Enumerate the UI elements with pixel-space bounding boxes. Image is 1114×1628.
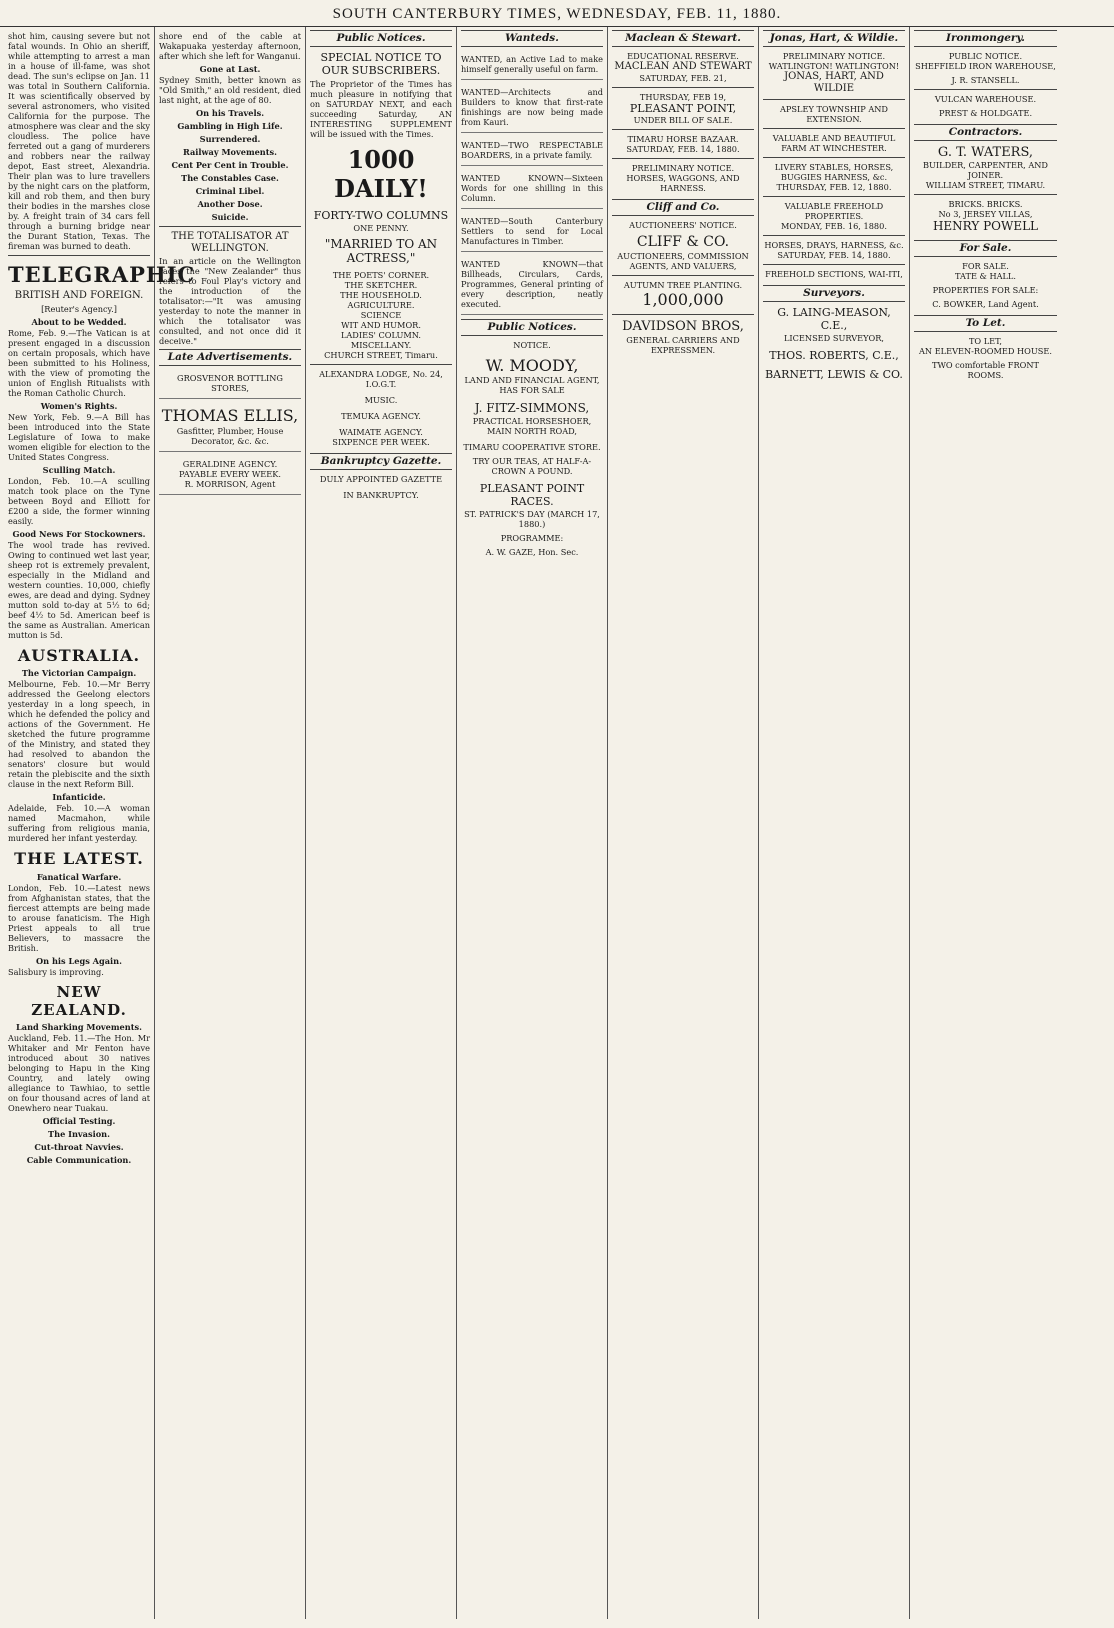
divider bbox=[914, 194, 1057, 195]
ad-display: "MARRIED TO AN ACTRESS," bbox=[324, 236, 438, 266]
article-slug: Infanticide. bbox=[52, 792, 106, 803]
ad-title: GROSVENOR BOTTLING STORES, bbox=[177, 373, 283, 394]
article-slug: Cable Communication. bbox=[26, 1155, 132, 1166]
ad-title: NOTICE. bbox=[513, 339, 551, 350]
ad-line: SCIENCE bbox=[360, 309, 402, 320]
ad-title: VULCAN WAREHOUSE. bbox=[934, 93, 1037, 104]
ad-signature: TATE & HALL. bbox=[955, 270, 1016, 281]
ad-title: JONAS, HART, AND WILDIE bbox=[784, 70, 884, 94]
advertisement bbox=[159, 403, 301, 452]
ad-title: IN BANKRUPTCY. bbox=[343, 489, 419, 500]
ad-title: FOR SALE. bbox=[962, 260, 1009, 271]
article-text: London, Feb. 10.—A sculling match took place on the Tyne between Boyd and Elliott for £200 a side, the former winning easily. bbox=[8, 475, 150, 526]
ad-title: TIMARU HORSE BAZAAR. bbox=[627, 134, 739, 145]
article-slug: Criminal Libel. bbox=[195, 186, 265, 196]
section-header: Public Notices. bbox=[310, 30, 452, 47]
ad-line: WIT AND HUMOR. bbox=[341, 319, 421, 330]
section-header: Jonas, Hart, & Wildie. bbox=[763, 30, 905, 47]
article-slug: Railway Movements. bbox=[182, 147, 278, 157]
article-text: Salisbury is improving. bbox=[8, 966, 104, 977]
column-2 bbox=[155, 27, 306, 1619]
ad-title: PLEASANT POINT, bbox=[629, 101, 737, 115]
article-text: London, Feb. 10.—Latest news from Afghanistan states, that the fiercest attempts are being made to arouse fanaticism. The High Priest appeals to all true Believers, to massacre the British. bbox=[8, 882, 150, 953]
ad-title: WAIMATE AGENCY. bbox=[339, 426, 423, 437]
article-slug: Cent Per Cent in Trouble. bbox=[171, 160, 289, 170]
divider bbox=[914, 89, 1057, 90]
article-slug: Fanatical Warfare. bbox=[36, 871, 122, 882]
ad-title: ALEXANDRA LODGE, No. 24, I.O.G.T. bbox=[319, 368, 443, 389]
advertisement bbox=[159, 370, 301, 399]
article-slug: Gambling in High Life. bbox=[177, 121, 283, 131]
ad-line: PROGRAMME: bbox=[500, 532, 564, 543]
divider bbox=[763, 128, 905, 129]
divider bbox=[310, 364, 452, 365]
ad-title: MUSIC. bbox=[364, 394, 398, 405]
divider bbox=[612, 314, 754, 315]
article-text: The Proprietor of the Times has much pleasure in notifying that on SATURDAY NEXT, and each succeeding Saturday, AN INTERESTING SUPPLEMENT will be issued with the Times. bbox=[310, 78, 452, 139]
ad-display: FORTY-TWO COLUMNS bbox=[313, 209, 449, 223]
ad-line: R. MORRISON, Agent bbox=[184, 478, 276, 489]
ad-line: AGRICULTURE. bbox=[347, 299, 415, 310]
ad-display: 1000 DAILY! bbox=[334, 144, 428, 203]
ad-line: MISCELLANY. bbox=[350, 339, 412, 350]
divider bbox=[612, 87, 754, 88]
ad-title: PRELIMINARY NOTICE. bbox=[782, 50, 886, 61]
classified-ad: WANTED—South Canterbury Settlers to send for Local Manufactures in Timber. bbox=[461, 213, 603, 252]
ad-line: ONE PENNY. bbox=[353, 222, 409, 233]
article-slug: Gone at Last. bbox=[199, 64, 261, 74]
ad-title: VALUABLE FREEHOLD PROPERTIES. bbox=[784, 201, 884, 222]
ad-title: G. T. WATERS, bbox=[937, 144, 1034, 160]
classified-ad: WANTED, an Active Lad to make himself generally useful on farm. bbox=[461, 51, 603, 80]
ad-line: LADIES' COLUMN. bbox=[340, 329, 422, 340]
ad-subtitle: LICENSED SURVEYOR, bbox=[784, 332, 884, 343]
ad-title: J. FITZ-SIMMONS, bbox=[474, 401, 590, 416]
article-text: shot him, causing severe but not fatal wounds. In Ohio an sheriff, while attempting to arrest a man in a house of ill-fame, was shot dead. The sun's eclipse on Jan. 11 was total in Southern California. It was scientifically observed by several astronomers, who visited California for the purpose. The atmosphere was clear and the sky cloudless. The police have ferreted out a gang of murderers and robbers near the railway depot, East street, Alexandria. Their plan was to lure travellers by the night cars on the platform, kill and rob them, and then bury their bodies in the marshes close by. A freight train of 34 cars fell through a burning bridge near the Durant Station, Texas. The fireman was burned to death. bbox=[8, 31, 150, 251]
ad-signature: A. W. GAZE, Hon. Sec. bbox=[485, 546, 579, 557]
article-slug: Another Dose. bbox=[197, 199, 263, 209]
ad-title: DULY APPOINTED GAZETTE bbox=[319, 473, 443, 484]
article-slug: The Constables Case. bbox=[181, 173, 279, 183]
ad-title: MACLEAN AND STEWART bbox=[614, 60, 752, 72]
masthead: SOUTH CANTERBURY TIMES, WEDNESDAY, FEB. 11, 1880. bbox=[0, 0, 1114, 27]
divider bbox=[763, 264, 905, 265]
ad-title: TEMUKA AGENCY. bbox=[341, 410, 421, 421]
section-header: To Let. bbox=[914, 315, 1057, 332]
ad-title: AUTUMN TREE PLANTING. bbox=[623, 280, 743, 291]
column-4 bbox=[457, 27, 608, 1619]
article-slug: Surrendered. bbox=[199, 134, 261, 144]
ad-title: DAVIDSON BROS, bbox=[622, 318, 744, 334]
ad-title: G. LAING-MEASON, C.E., bbox=[777, 305, 891, 333]
ad-line: TWO comfortable FRONT ROOMS. bbox=[931, 359, 1039, 380]
section-subheading: BRITISH AND FOREIGN. bbox=[14, 289, 144, 301]
ad-subtitle: LAND AND FINANCIAL AGENT, HAS FOR SALE bbox=[464, 375, 600, 396]
article-slug: The Victorian Campaign. bbox=[21, 668, 137, 679]
divider bbox=[763, 157, 905, 158]
divider bbox=[612, 275, 754, 276]
ad-line: ST. PATRICK'S DAY (MARCH 17, 1880.) bbox=[464, 508, 600, 529]
advertisement bbox=[159, 456, 301, 495]
ad-subtitle: BUILDER, CARPENTER, AND JOINER. bbox=[923, 160, 1048, 181]
section-header: Contractors. bbox=[914, 124, 1057, 141]
section-header: Surveyors. bbox=[763, 285, 905, 302]
ad-subtitle: Gasfitter, Plumber, House Decorator, &c. &c. bbox=[176, 425, 284, 446]
ad-title: TO LET, bbox=[968, 335, 1003, 346]
ad-title: HORSES, DRAYS, HARNESS, &c. bbox=[764, 240, 904, 251]
ad-title: PROPERTIES FOR SALE: bbox=[932, 284, 1039, 295]
ad-line: THE SKETCHER. bbox=[344, 279, 418, 290]
divider bbox=[763, 196, 905, 197]
article-slug: The Invasion. bbox=[48, 1129, 110, 1140]
ad-title: EDUCATIONAL RESERVE. bbox=[627, 50, 739, 61]
article-slug: Women's Rights. bbox=[40, 400, 118, 411]
article-slug: About to be Wedded. bbox=[31, 316, 127, 327]
ad-line: THURSDAY, FEB 19, bbox=[639, 91, 727, 102]
page-columns bbox=[0, 27, 1114, 1619]
ad-line: SATURDAY, FEB. 21, bbox=[639, 72, 727, 83]
ad-signature: J. R. STANSELL. bbox=[951, 74, 1020, 85]
section-header: Cliff and Co. bbox=[612, 199, 754, 216]
section-header: Maclean & Stewart. bbox=[612, 30, 754, 47]
ad-title: BARNETT, LEWIS & CO. bbox=[765, 368, 903, 382]
ad-line: SHEFFIELD IRON WAREHOUSE, bbox=[915, 60, 1056, 71]
ad-title: LIVERY STABLES, HORSES, BUGGIES HARNESS, &c. bbox=[774, 162, 894, 183]
classified-ad: WANTED KNOWN—Sixteen Words for one shilling in this Column. bbox=[461, 170, 603, 209]
ad-line: TRY OUR TEAS, AT HALF-A-CROWN A POUND. bbox=[472, 455, 592, 476]
article-slug: Sculling Match. bbox=[42, 464, 116, 475]
ad-subtitle: GENERAL CARRIERS AND EXPRESSMEN. bbox=[626, 334, 740, 355]
section-heading: THE LATEST. bbox=[14, 849, 144, 869]
article-text: In an article on the Wellington races the "New Zealander" thus refers to Foul Play's victory and the introduction of the totalisator:—"It was amusing yesterday to note the manner in which the totalisator was consulted, and not once did it deceive." bbox=[159, 256, 301, 347]
section-header: For Sale. bbox=[914, 240, 1057, 257]
ad-line: THURSDAY, FEB. 12, 1880. bbox=[776, 182, 892, 193]
ad-title: GERALDINE AGENCY. bbox=[182, 458, 278, 469]
ad-title: THOMAS ELLIS, bbox=[161, 406, 299, 426]
section-heading: AUSTRALIA. bbox=[17, 645, 141, 665]
ad-line: CHURCH STREET, Timaru. bbox=[324, 349, 438, 360]
section-header: Wanteds. bbox=[461, 30, 603, 47]
divider bbox=[763, 99, 905, 100]
ad-line: HORSES, WAGGONS, AND HARNESS. bbox=[626, 173, 740, 194]
classified-ad: WANTED KNOWN—that Billheads, Circulars, Cards, Programmes, General printing of every description, neatly executed. bbox=[461, 256, 603, 315]
ad-title: BRICKS. BRICKS. bbox=[948, 199, 1023, 210]
ad-title: PUBLIC NOTICE. bbox=[948, 50, 1023, 61]
ad-line: SATURDAY, FEB. 14, 1880. bbox=[626, 144, 740, 155]
ad-line: UNDER BILL OF SALE. bbox=[633, 115, 733, 126]
article-title: THE TOTALISATOR AT WELLINGTON. bbox=[171, 231, 289, 255]
column-6 bbox=[759, 27, 910, 1619]
divider bbox=[612, 129, 754, 130]
divider bbox=[159, 226, 301, 227]
ad-title: THOS. ROBERTS, C.E., bbox=[769, 348, 899, 362]
ad-title: WATLINGTON! WATLINGTON! bbox=[768, 60, 900, 71]
ad-title: TIMARU COOPERATIVE STORE. bbox=[463, 441, 601, 452]
ad-subtitle: AUCTIONEERS, COMMISSION AGENTS, AND VALUERS, bbox=[617, 251, 749, 272]
divider bbox=[612, 158, 754, 159]
ad-title: SPECIAL NOTICE TO OUR SUBSCRIBERS. bbox=[320, 50, 442, 78]
section-heading: TELEGRAPHIC bbox=[8, 262, 196, 287]
article-slug: On his Travels. bbox=[195, 108, 265, 118]
section-header: Public Notices. bbox=[461, 319, 603, 336]
divider bbox=[8, 255, 150, 256]
section-heading: NEW ZEALAND. bbox=[31, 982, 127, 1020]
ad-title: HENRY POWELL bbox=[932, 219, 1039, 234]
ad-signature: PREST & HOLDGATE. bbox=[938, 107, 1033, 118]
section-header: Bankruptcy Gazette. bbox=[310, 453, 452, 470]
ad-subtitle: PRACTICAL HORSESHOER, MAIN NORTH ROAD, bbox=[472, 415, 592, 436]
ad-title: PRELIMINARY NOTICE. bbox=[631, 163, 735, 174]
classified-ad: WANTED—TWO RESPECTABLE BOARDERS, in a private family. bbox=[461, 137, 603, 166]
divider bbox=[763, 235, 905, 236]
column-5 bbox=[608, 27, 759, 1619]
column-3 bbox=[306, 27, 457, 1619]
classified-ad: WANTED—Architects and Builders to know that first-rate finishings are now being made from Kauri. bbox=[461, 84, 603, 133]
article-slug: Official Testing. bbox=[42, 1116, 116, 1127]
ad-line: MONDAY, FEB. 16, 1880. bbox=[781, 221, 887, 232]
ad-title: AUCTIONEERS' NOTICE. bbox=[629, 220, 737, 231]
ad-line: WILLIAM STREET, TIMARU. bbox=[925, 180, 1046, 191]
agency-credit: [Reuter's Agency.] bbox=[41, 303, 117, 314]
article-slug: Land Sharking Movements. bbox=[16, 1022, 142, 1033]
column-7 bbox=[910, 27, 1061, 1619]
ad-signature: C. BOWKER, Land Agent. bbox=[932, 298, 1039, 309]
ad-line: PAYABLE EVERY WEEK. bbox=[179, 468, 281, 479]
article-text: The wool trade has revived. Owing to continued wet last year, sheep rot is extremely prevalent, especially in the Midland and western counties. 10,000, chiefly ewes, are dead and dying. Sydney mutton sold to-day at 5½ to 6d; beef 4½ to 5d. American beef is the same as Australian. American mutton is 5d. bbox=[8, 539, 150, 640]
ad-line: THE HOUSEHOLD. bbox=[340, 289, 422, 300]
ad-line: SATURDAY, FEB. 14, 1880. bbox=[777, 250, 891, 261]
ad-title: W. MOODY, bbox=[485, 355, 579, 375]
ad-line: SIXPENCE PER WEEK. bbox=[332, 436, 430, 447]
article-text: New York, Feb. 9.—A Bill has been introduced into the State Legislature of Iowa to make women eligible for election to the United States Congress. bbox=[8, 411, 150, 462]
article-text: Rome, Feb. 9.—The Vatican is at present engaged in a discussion on certain proposals, which have been submitted to his Holiness, with the view of promoting the union of English Ritualists with the Roman Catholic Church. bbox=[8, 327, 150, 398]
article-text: Adelaide, Feb. 10.—A woman named Macmahon, while suffering from religious mania, murdered her infant yesterday. bbox=[8, 803, 150, 844]
ad-title: PLEASANT POINT RACES. bbox=[479, 481, 585, 509]
article-text: Auckland, Feb. 11.—The Hon. Mr Whitaker and Mr Fenton have introduced about 30 natives belonging to Hapu in the King Country, and lately owing allegiance to Tawhiao, to settle on four thousand acres of land at Onewhero near Tuakau. bbox=[8, 1033, 150, 1114]
article-text: shore end of the cable at Wakapuaka yesterday afternoon, after which she left for Wanganui. bbox=[159, 31, 301, 61]
article-text: Sydney Smith, better known as "Old Smith," an old resident, died last night, at the age of 80. bbox=[159, 75, 301, 105]
section-header: Ironmongery. bbox=[914, 30, 1057, 47]
ad-title: APSLEY TOWNSHIP AND EXTENSION. bbox=[780, 104, 888, 125]
ad-line: AN ELEVEN-ROOMED HOUSE. bbox=[919, 345, 1052, 356]
ad-line: THE POETS' CORNER. bbox=[332, 269, 430, 280]
ad-display: 1,000,000 bbox=[642, 290, 724, 310]
article-slug: Good News For Stockowners. bbox=[12, 528, 146, 539]
ad-title: VALUABLE AND BEAUTIFUL FARM AT WINCHESTER. bbox=[772, 133, 896, 154]
article-slug: Suicide. bbox=[211, 212, 249, 222]
article-slug: Cut-throat Navvies. bbox=[34, 1142, 124, 1153]
ad-title: CLIFF & CO. bbox=[636, 234, 730, 251]
section-header: Late Advertisements. bbox=[159, 349, 301, 366]
column-1 bbox=[4, 27, 196, 1619]
ad-title: FREEHOLD SECTIONS, WAI-ITI, bbox=[765, 269, 903, 280]
article-text: Melbourne, Feb. 10.—Mr Berry addressed the Geelong electors yesterday in a long speech, in which he defended the policy and actions of the Government. He sketched the future programme of the Ministry, and stated they had resolved to abandon the senators' closure but would retain the plebiscite and the sixth clause in the next Reform Bill. bbox=[8, 679, 150, 790]
article-slug: On his Legs Again. bbox=[36, 955, 122, 966]
ad-line: No 3, JERSEY VILLAS, bbox=[938, 209, 1033, 220]
